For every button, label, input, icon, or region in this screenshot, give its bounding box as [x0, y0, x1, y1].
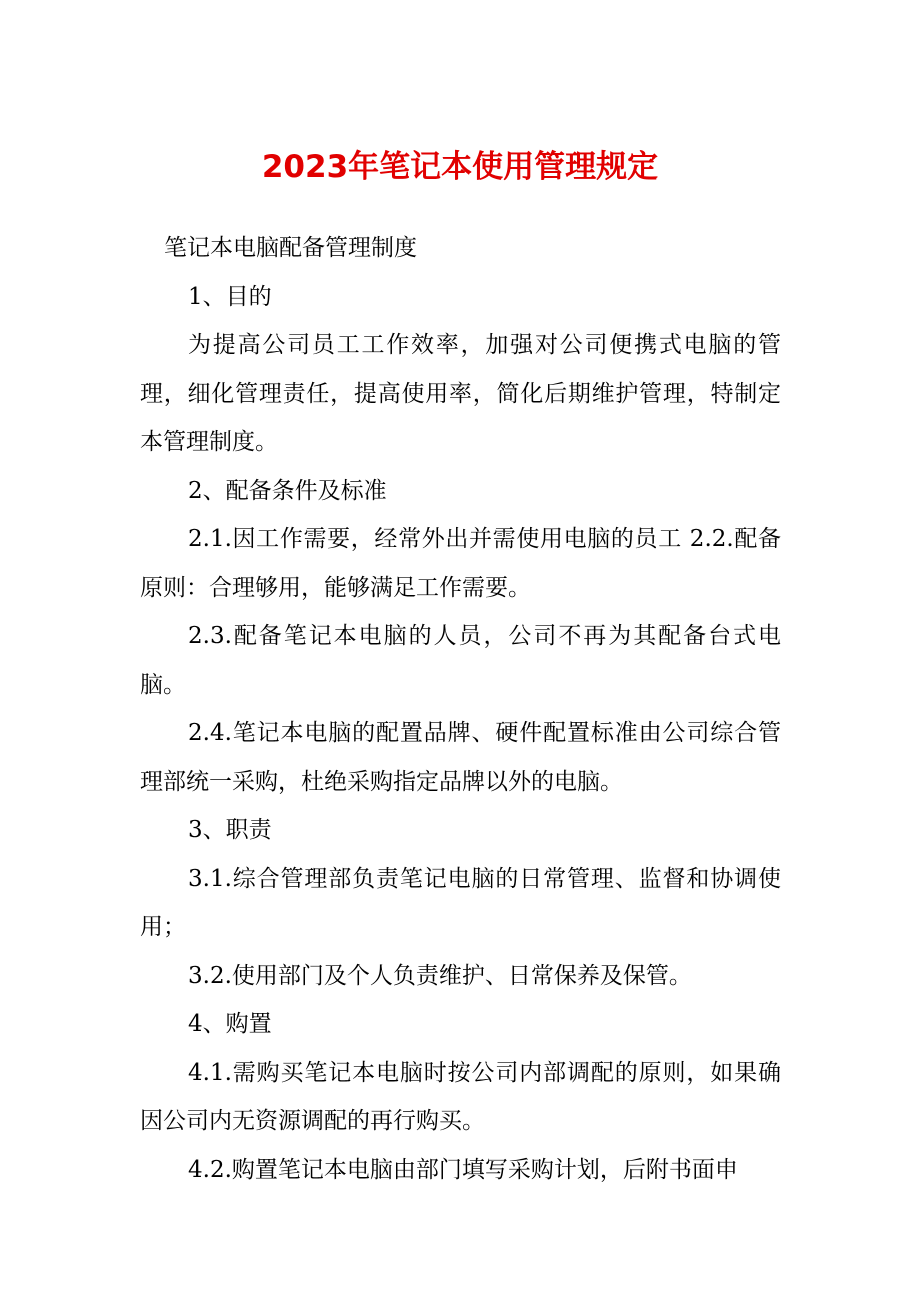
document-body	[140, 224, 781, 1194]
paragraph-heading-purchase: 4、购置	[188, 1011, 272, 1037]
paragraph-3-2: 3.2.使用部门及个人负责维护、日常保养及保管。	[188, 962, 692, 989]
paragraph-4-1: 4.1.需购买笔记本电脑时按公司内部调配的原则，如果确因公司内无资源调配的再行购买。	[140, 1059, 781, 1134]
paragraph-3-1: 3.1.综合管理部负责笔记电脑的日常管理、监督和协调使用；	[140, 865, 781, 940]
paragraph-heading-conditions: 2、配备条件及标准	[188, 477, 387, 504]
paragraph-4-2: 4.2.购置笔记本电脑由部门填写采购计划，后附书面申	[188, 1156, 738, 1183]
paragraph-purpose: 为提高公司员工工作效率，加强对公司便携式电脑的管理，细化管理责任，提高使用率，简化后期维护管理，特制定本管理制度。	[140, 332, 781, 455]
paragraph-2-4: 2.4.笔记本电脑的配置品牌、硬件配置标准由公司综合管理部统一采购，杜绝采购指定品牌以外的电脑。	[140, 720, 781, 795]
document-title: 2023年笔记本使用管理规定	[261, 149, 659, 185]
paragraph-2-1: 2.1.因工作需要，经常外出并需使用电脑的员工 2.2.配备原则：合理够用，能够满足工作需要。	[140, 526, 781, 601]
paragraph-2-3: 2.3.配备笔记本电脑的人员，公司不再为其配备台式电脑。	[140, 623, 781, 698]
paragraph-heading-duties: 3、职责	[188, 817, 272, 843]
paragraph-heading-purpose: 1、目的	[188, 283, 272, 310]
paragraph-section-heading: 笔记本电脑配备管理制度	[164, 235, 417, 261]
